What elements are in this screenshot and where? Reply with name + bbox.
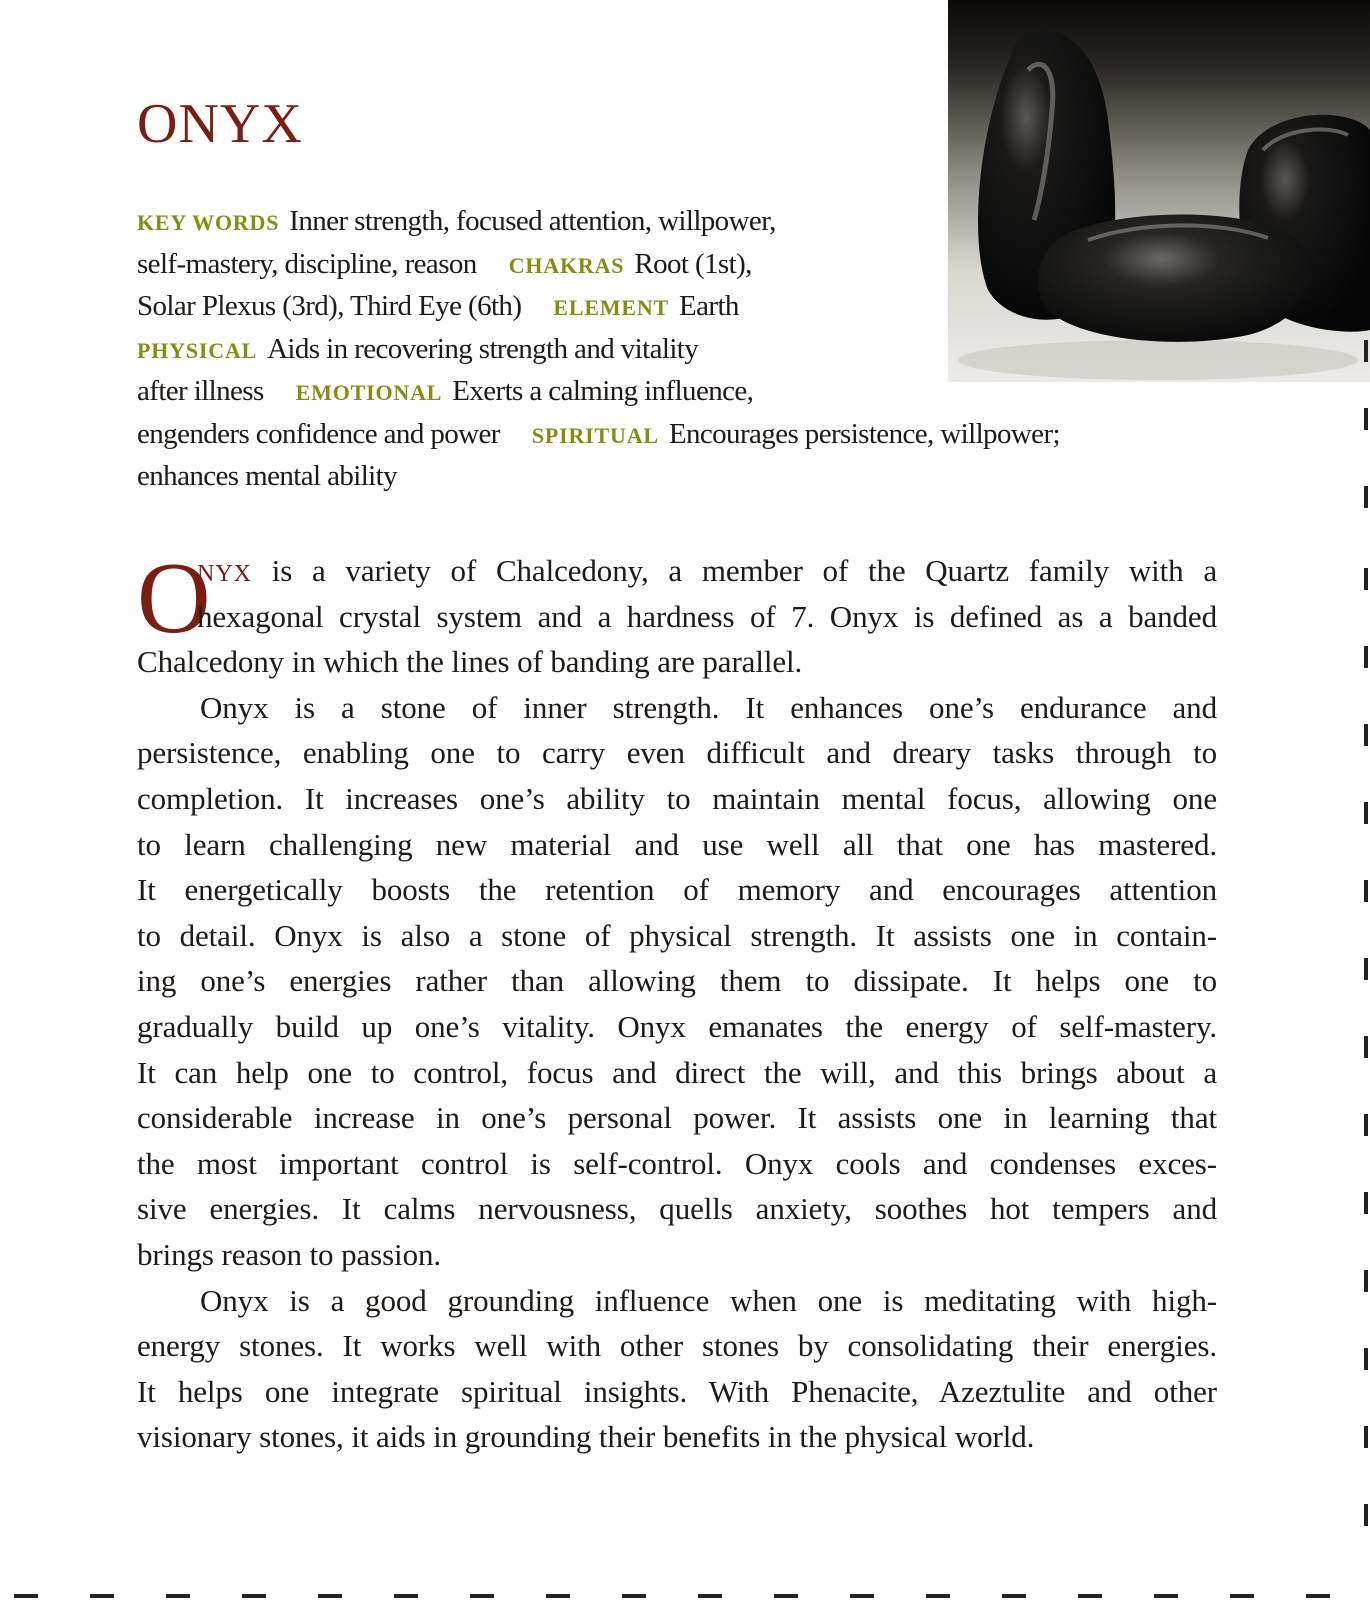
body-line: to detail. Onyx is also a stone of physical strength. It assists one in contain-	[137, 917, 1217, 953]
body-line: Onyx is a good grounding influence when one is meditating with high-	[200, 1282, 1217, 1318]
page-title: ONYX	[137, 93, 303, 155]
body-line: It can help one to control, focus and direct the will, and this brings about a	[137, 1054, 1217, 1090]
chakras-text: Root (1st),	[634, 247, 752, 280]
spiritual-text: Encourages persistence, willpower;	[668, 417, 1060, 450]
body-line: ing one’s energies rather than allowing them to dissipate. It helps one to	[137, 963, 1217, 999]
properties-line	[137, 200, 1222, 243]
keywords-label: KEY WORDS	[137, 210, 280, 235]
body-text	[137, 542, 1217, 1460]
properties-line	[137, 455, 1222, 498]
body-line: persistence, enabling one to carry even difficult and dreary tasks through to	[137, 735, 1217, 771]
body-line: energy stones. It works well with other stones by consolidating their energies.	[137, 1328, 1217, 1364]
physical-label: PHYSICAL	[137, 337, 258, 363]
body-line: sive energies. It calms nervousness, quells anxiety, soothes hot tempers and	[137, 1191, 1217, 1227]
physical-text-continued: after illness	[137, 375, 264, 407]
body-line: NYX is a variety of Chalcedony, a member of the Quartz family with a	[197, 553, 1217, 588]
body-line: the most important control is self-control. Onyx cools and condenses exces-	[137, 1145, 1217, 1181]
body-line: It helps one integrate spiritual insights. With Phenacite, Azeztulite and other	[137, 1373, 1217, 1409]
body-line: Chalcedony in which the lines of banding are parallel.	[137, 644, 803, 680]
body-line: considerable increase in one’s personal power. It assists one in learning that	[137, 1100, 1217, 1136]
properties-line	[137, 328, 1222, 371]
properties-line	[137, 285, 1222, 328]
spiritual-text-continued: enhances mental ability	[137, 460, 397, 492]
body-line: gradually build up one’s vitality. Onyx emanates the energy of self-mastery.	[137, 1008, 1217, 1044]
element-text: Earth	[679, 290, 739, 322]
body-line: completion. It increases one’s ability to maintain mental focus, allowing one	[137, 780, 1217, 816]
chakras-label: CHAKRAS	[508, 252, 625, 278]
keywords-text: Inner strength, focused attention, willpower,	[289, 205, 776, 237]
body-line: hexagonal crystal system and a hardness of 7. Onyx is defined as a banded	[197, 598, 1217, 634]
emotional-text: Exerts a calming influence,	[452, 375, 754, 407]
stone-properties	[137, 200, 1222, 498]
physical-text: Aids in recovering strength and vitality	[267, 332, 699, 365]
body-line: It energetically boosts the retention of memory and encourages attention	[137, 872, 1217, 908]
body-line: brings reason to passion.	[137, 1236, 442, 1272]
bottom-edge-marks	[0, 1594, 1370, 1600]
emotional-label: EMOTIONAL	[295, 380, 443, 405]
body-line: to learn challenging new material and use well all that one has mastered.	[137, 826, 1217, 862]
drop-cap: O	[137, 542, 211, 655]
properties-line	[137, 370, 1222, 413]
keywords-text-continued: self-mastery, discipline, reason	[137, 247, 477, 280]
lead-small-caps: NYX	[197, 561, 252, 587]
right-edge-marks	[1364, 0, 1370, 1600]
body-line: visionary stones, it aids in grounding their benefits in the physical world.	[137, 1419, 1035, 1455]
body-line: Onyx is a stone of inner strength. It enhances one’s endurance and	[200, 689, 1217, 725]
properties-line	[137, 243, 1222, 286]
chakras-text-continued: Solar Plexus (3rd), Third Eye (6th)	[137, 290, 522, 322]
properties-line	[137, 413, 1222, 456]
spiritual-label: SPIRITUAL	[531, 422, 659, 448]
emotional-text-continued: engenders confidence and power	[137, 417, 500, 450]
element-label: ELEMENT	[553, 295, 670, 320]
